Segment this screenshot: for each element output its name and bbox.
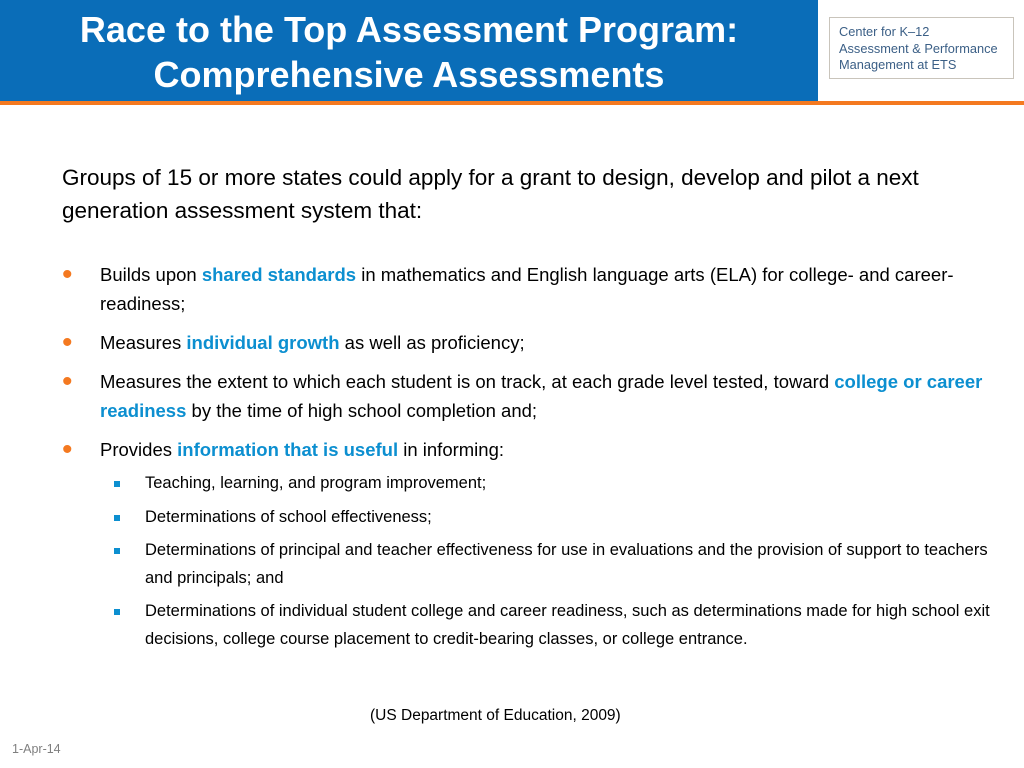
bullet-item bbox=[62, 328, 992, 357]
title-line-2: Comprehensive Assessments bbox=[153, 54, 665, 95]
intro-paragraph: Groups of 15 or more states could apply for a grant to design, develop and pilot a next generation assessment system that: bbox=[62, 165, 919, 223]
bullet-icon: • bbox=[62, 433, 73, 466]
bullet-text: in informing: bbox=[398, 439, 505, 460]
bullet-icon: • bbox=[62, 365, 73, 398]
bullet-highlight: information that is useful bbox=[177, 439, 399, 460]
sub-bullet-text: Determinations of principal and teacher effectiveness for use in evaluations and the provision of support to teachers and principals; and bbox=[145, 541, 988, 587]
sub-bullet-text: Determinations of school effectiveness; bbox=[145, 507, 432, 526]
sub-bullet-text: Determinations of individual student college and career readiness, such as determinations made for high school exit decisions, college course placement to credit-bearing classes, or college entrance. bbox=[145, 602, 990, 648]
square-bullet-icon bbox=[114, 609, 120, 615]
bullet-text: Provides bbox=[100, 439, 178, 460]
sub-bullet-item bbox=[100, 598, 992, 653]
sub-bullet-item bbox=[100, 504, 992, 532]
bullet-text: in mathematics and English language arts (ELA) for college- and career-readiness; bbox=[100, 264, 954, 314]
bullet-icon: • bbox=[62, 258, 73, 291]
logo-line-1: Center for K–12 bbox=[839, 24, 930, 39]
logo-line-3: Management at ETS bbox=[839, 57, 957, 72]
logo-line-2: Assessment & Performance bbox=[839, 40, 998, 56]
slide-title bbox=[0, 7, 818, 97]
header-divider bbox=[0, 101, 1024, 105]
title-line-1: Race to the Top Assessment Program: bbox=[79, 9, 739, 50]
sub-bullet-item bbox=[100, 470, 992, 498]
square-bullet-icon bbox=[114, 548, 120, 554]
bullet-text: Measures the extent to which each student is on track, at each grade level tested, toward bbox=[100, 371, 835, 392]
bullet-item bbox=[62, 435, 992, 464]
slide-date: 1-Apr-14 bbox=[12, 742, 61, 756]
source-citation: (US Department of Education, 2009) bbox=[370, 707, 621, 724]
sub-bullet-item bbox=[100, 537, 992, 592]
bullet-text: as well as proficiency; bbox=[339, 332, 525, 353]
bullet-item bbox=[62, 367, 992, 425]
bullet-item bbox=[62, 260, 992, 318]
sub-bullet-list bbox=[62, 470, 992, 653]
sub-bullet-text: Teaching, learning, and program improvement; bbox=[145, 474, 487, 492]
bullet-list bbox=[62, 260, 992, 653]
bullet-text: by the time of high school completion and; bbox=[186, 400, 538, 421]
bullet-highlight: individual growth bbox=[186, 332, 340, 353]
square-bullet-icon bbox=[114, 515, 120, 521]
ets-logo bbox=[829, 17, 1014, 79]
bullet-highlight: college or career readiness bbox=[100, 371, 983, 421]
bullet-highlight: shared standards bbox=[201, 264, 357, 285]
square-bullet-icon bbox=[114, 481, 120, 487]
bullet-text: Measures bbox=[100, 332, 187, 353]
bullet-text: Builds upon bbox=[100, 264, 202, 285]
bullet-icon: • bbox=[62, 326, 73, 359]
